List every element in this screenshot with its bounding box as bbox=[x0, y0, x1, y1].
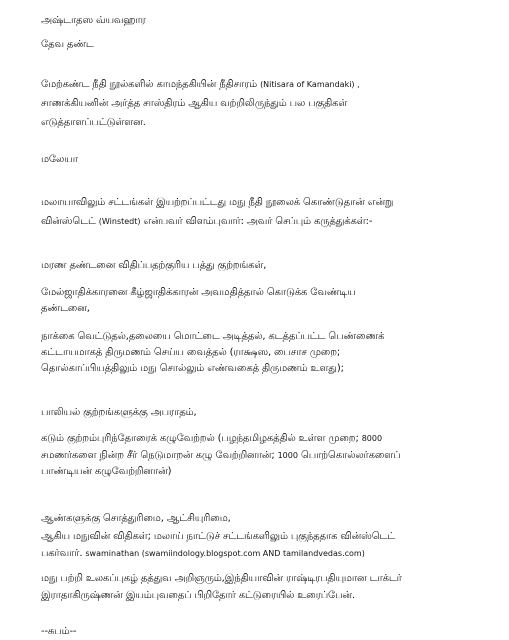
paragraph-7-line-2: சமணர்களை நின்ற சீர் நெடுமாறன் கழு வேற்றினான்; 1000 பொற்கொல்லர்களைப் bbox=[41, 450, 401, 461]
paragraph-5-line-1: நாக்கை வெட்டுதல்,தலையை மொட்டை அடித்தல், கடத்தப்பட்ட பெண்ணைக் bbox=[41, 331, 385, 342]
paragraph-7-line-3: பாண்டியன் கழுவேற்றினான்) bbox=[41, 466, 172, 477]
section-heading-malaya: மலேயா bbox=[41, 154, 78, 165]
english-reference: (Nitisara of Kamandaki) , bbox=[260, 80, 360, 89]
paragraph-10-line-1: மநு பற்றி உலகப்புகழ் தத்துவ அறிஞரும்,இந்தியாவின் ராஷ்டிரபதியுமான டாக்டர் bbox=[41, 573, 402, 584]
author-credit: swaminathan (swamiindology.blogspot.com AND tamilandvedas.com) bbox=[85, 549, 365, 558]
paragraph-1-line-2: சாணக்கியனின் அர்த்த சாஸ்திரம் ஆகிய வற்றிலிருந்தும் பல பகுதிகள் bbox=[41, 98, 348, 109]
paragraph-5-line-2: கட்டாயமாகத் திருமணம் செய்ய வைத்தல் (ராக்ஷஸ, பைசாச முறை; bbox=[41, 347, 341, 358]
footer-subham: --சுபம்-- bbox=[41, 626, 77, 637]
paragraph-3: மரண தண்டனை விதிப்பதற்குரிய பத்து குற்றங்கள், bbox=[41, 260, 267, 271]
english-reference: (Winstedt) bbox=[98, 217, 141, 226]
paragraph-2-line-1: மலாயாவிலும் சட்டங்கள் இயற்றப்பட்டது மநு நீதி நூலைக் கொண்டுதான் என்று bbox=[41, 197, 394, 208]
paragraph-7-line-1: கடும் குற்றம்புரிந்தோரைக் கழுவேற்றல் (பழந்தமிழகத்தில் உள்ள முறை; 8000 bbox=[41, 433, 383, 444]
paragraph-2-line-2: வின்ஸ்டெட் (Winstedt) என்பவர் விளம்புவார்: அவர் செப்பும் கருத்துக்கள்:- bbox=[41, 216, 373, 227]
paragraph-5-line-3: தொல்காப்பியத்திலும் மநு சொல்லும் எண்வகைத் திருமணம் உளது); bbox=[41, 363, 344, 374]
document-subtitle: தேவ தண்ட bbox=[41, 39, 94, 50]
paragraph-1-line-3: எடுத்தாளப்பட்டுள்ளன. bbox=[41, 117, 146, 128]
paragraph-8: ஆண்களுக்கு சொத்துரிமை, ஆட்சியுரிமை, bbox=[41, 513, 231, 524]
paragraph-4-line-2: தண்டனை, bbox=[41, 303, 90, 314]
document-title: அஷ்டாதஸ வ்யவஹார bbox=[41, 15, 146, 26]
paragraph-9-line-1: ஆகிய மநுவின் விதிகள்; மலாய் நாட்டுச் சட்டங்களிலும் புகுந்ததாக வின்ஸ்டெட் bbox=[41, 531, 396, 542]
paragraph-4-line-1: மேல்ஜாதிக்காரனை கீழ்ஜாதிக்காரன் அவமதித்தால் கொடுக்க வேண்டிய bbox=[41, 287, 356, 298]
paragraph-9-line-2: பகர்வார். swaminathan (swamiindology.blogspot.com AND tamilandvedas.com) bbox=[41, 548, 365, 559]
paragraph-6: பாலியல் குற்றங்களுக்கு அபராதம், bbox=[41, 407, 197, 418]
paragraph-10-line-2: இராதாகிருஷ்ணன் இயம்புவதைப் பிறிதோர் கட்டுரையில் உரைப்பேன். bbox=[41, 590, 355, 601]
paragraph-1-line-1: மேற்கண்ட நீதி நூல்களில் காமந்தகியின் நீதிசாரம் (Nitisara of Kamandaki) , bbox=[41, 79, 360, 90]
